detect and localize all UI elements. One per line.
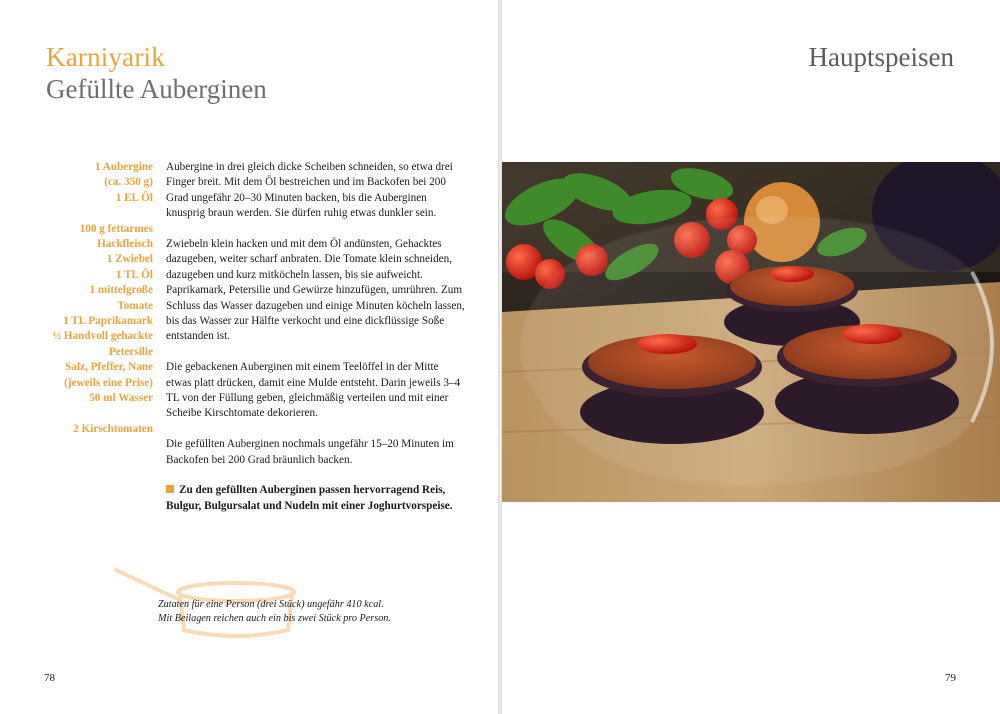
ingredient-line: 50 ml Wasser [89,392,153,405]
nutrition-line: Zutaten für eine Person (drei Stück) ungefähr 410 kcal. [158,599,384,610]
ingredient-line: Tomate [117,299,153,312]
bullet-square-icon [166,485,174,493]
ingredient-line: 100 g fettarmes [79,222,153,235]
ingredient-line: (jeweils eine Prise) [64,376,153,389]
page-number-left: 78 [44,672,55,684]
ingredient-line: 1 mittelgroße [89,284,153,297]
ingredient-line: Salz, Pfeffer, Nane [65,361,153,374]
instruction-text [166,160,466,530]
section-title: Hauptspeisen [808,42,954,72]
right-page [502,0,1000,714]
ingredient-line: Petersilie [108,345,153,358]
recipe-subtitle: Gefüllte Auberginen [46,74,267,104]
serving-tip [166,483,466,514]
ingredient-list [20,160,153,437]
recipe-title: Karniyarik [46,42,165,72]
ingredient-line: 1 Aubergine [94,161,153,173]
instruction-paragraph: Die gebackenen Auberginen mit einem Teelöffel in der Mitte etwas platt drücken, damit eine Mulde entsteht. Darin jeweils 3–4 TL von der Füllung geben, gleichmäßig verteilen und mit einer Scheibe Kirschtomate dekorieren. [166,361,461,420]
instruction-paragraph: Die gefüllten Auberginen nochmals ungefähr 15–20 Minuten im Backofen bei 200 Grad bräunlich backen. [166,438,454,466]
ingredient-line: 1 EL Öl [115,191,153,204]
stuffed-eggplant-photo [502,162,1000,502]
ingredient-line: ½ Handvoll gehackte [52,330,153,343]
ingredient-line: 1 TL Paprikamark [63,315,153,328]
ingredient-line: 2 Kirschtomaten [73,422,153,435]
instruction-paragraph: Zwiebeln klein hacken und mit dem Öl andünsten, Gehacktes dazugeben, weiter scharf anbraten. Die Tomate klein schneiden, dazugeben und kurz mitköcheln lassen, bis sie aufweicht. Paprikamark, Petersilie und Gewürze hinzufügen, umrühren. Zum Schluss das Wasser dazugeben und einige Minuten köcheln lassen, bis das Wasser zur Hälfte verkocht und eine dickflüssige Soße entstanden ist. [166,238,465,343]
pot-handle [116,570,180,600]
ingredient-spacer [20,406,153,421]
nutrition-line: Mit Beilagen reichen auch ein bis zwei Stück pro Person. [158,613,391,624]
serving-tip-text: Zu den gefüllten Auberginen passen hervorragend Reis, Bulgur, Bulgursalat und Nudeln mit einer Joghurtvorspeise. [166,484,453,512]
nutrition-note [158,598,458,626]
left-page [0,0,498,714]
instruction-paragraph: Aubergine in drei gleich dicke Scheiben schneiden, so etwa drei Finger breit. Mit dem Öl bestreichen und im Backofen bei 200 Grad ungefähr 20–30 Minuten backen, bis die Auberginen knusprig braun werden. Sie dürfen ruhig etwas dunkler sein. [166,161,453,220]
ingredient-line: Hackfleisch [97,238,153,251]
ingredient-line: 1 TL Öl [115,268,153,281]
ingredient-line: (ca. 350 g) [104,176,153,189]
page-number-right: 79 [945,672,956,684]
ingredient-spacer [20,206,153,221]
ingredient-line: 1 Zwiebel [106,253,153,266]
